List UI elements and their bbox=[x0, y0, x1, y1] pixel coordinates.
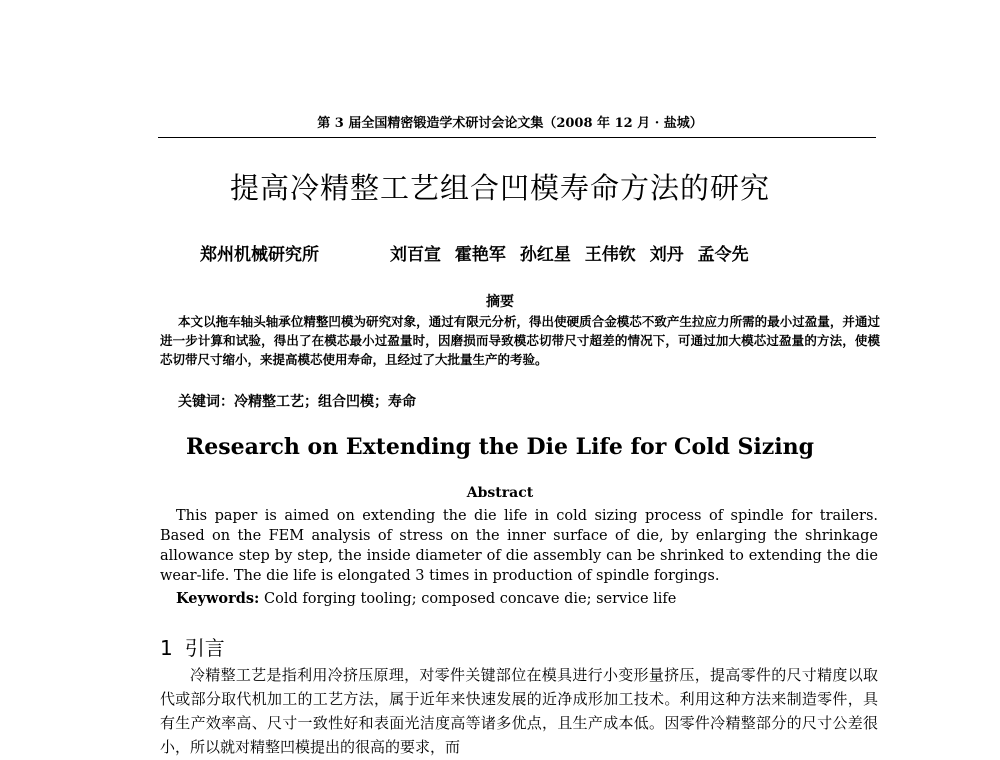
section-number: 1 bbox=[160, 636, 173, 660]
author: 孙红星 bbox=[519, 245, 571, 265]
abstract-body-en: This paper is aimed on extending the die life in cold sizing process of spindle for trailers. Based on the FEM analysis of stress on the inner surface of die, by enlarging the shrinkage allowance step by step, the inside diameter of die assembly can be shrinked to extending the die wear-life. The die life is elongated 3 times in production of spindle forgings. bbox=[160, 508, 878, 584]
author: 孟令先 bbox=[697, 245, 749, 265]
author: 刘百宣 bbox=[390, 245, 441, 265]
paper-title-cn: 提高冷精整工艺组合凹模寿命方法的研究 bbox=[229, 171, 770, 205]
keywords-text-en: Cold forging tooling; composed concave die; service life bbox=[264, 591, 677, 607]
running-header: 第 3 届全国精密锻造学术研讨会论文集（2008 年 12 月 · 盐城） bbox=[317, 116, 703, 131]
affiliation: 郑州机械研究所 bbox=[200, 245, 319, 265]
author: 刘丹 bbox=[649, 245, 684, 265]
section-heading bbox=[160, 632, 225, 661]
paper-title-en: Research on Extending the Die Life for Cold Sizing bbox=[186, 434, 814, 460]
abstract-heading-cn: 摘要 bbox=[486, 294, 514, 310]
keywords-label-cn: 关键词： bbox=[178, 394, 234, 410]
author: 霍艳军 bbox=[454, 245, 506, 265]
author-list bbox=[390, 240, 749, 265]
keywords-label-en: Keywords: bbox=[176, 590, 260, 607]
section-title: 引言 bbox=[184, 636, 225, 660]
abstract-body-cn: 本文以拖车轴头轴承位精整凹模为研究对象，通过有限元分析，得出使硬质合金模芯不致产生拉应力所需的最小过盈量，并通过进一步计算和试验，得出了在模芯最小过盈量时，因磨损而导致模芯切带尺寸超差的情况下，可通过加大模芯过盈量的方法，使模芯切带尺寸缩小，来提高模芯使用寿命，且经过了大批量生产的考验。 bbox=[160, 314, 880, 367]
header-rule bbox=[158, 137, 876, 138]
section-body: 冷精整工艺是指利用冷挤压原理，对零件关键部位在模具进行小变形量挤压，提高零件的尺寸精度以取代或部分取代机加工的工艺方法，属于近年来快速发展的近净成形加工技术。利用这种方法来制造零件，具有生产效率高、尺寸一致性好和表面光洁度高等诸多优点，且生产成本低。因零件冷精整部分的尺寸公差很小，所以就对精整凹模提出的很高的要求，而 bbox=[160, 666, 878, 756]
keywords-cn bbox=[178, 391, 416, 411]
keywords-en bbox=[176, 590, 676, 607]
author: 王伟钦 bbox=[584, 245, 636, 265]
abstract-heading-en: Abstract bbox=[466, 485, 534, 501]
keywords-text-cn: 冷精整工艺；组合凹模；寿命 bbox=[234, 394, 416, 410]
